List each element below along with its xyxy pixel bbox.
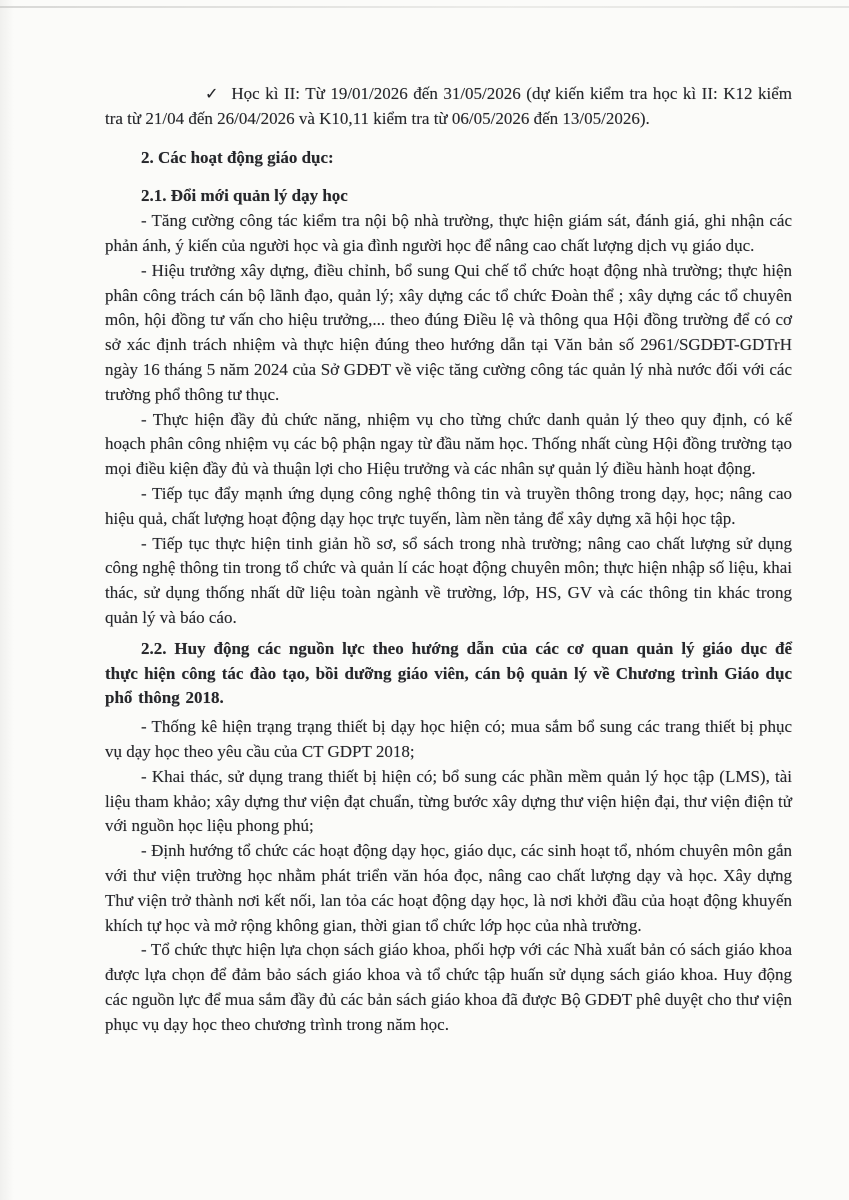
paragraph-2-2-c: - Định hướng tổ chức các hoạt động dạy học, giáo dục, các sinh hoạt tổ, nhóm chuyên môn gắn với thư viện trường học nhằm phát triển văn hóa đọc, nâng cao chất lượng dạy và học. Xây dựng Thư viện trở thành nơi kết nối, lan tỏa các hoạt động dạy học, là nơi khởi đầu của hoạt động khuyến khích tự học và mở rộng không gian, thời gian tổ chức lớp học của nhà trường.	[105, 841, 792, 935]
paragraph-2-2-b: - Khai thác, sử dụng trang thiết bị hiện có; bổ sung các phần mềm quản lý học tập (LMS), tài liệu tham khảo; xây dựng thư viện đạt chuẩn, từng bước xây dựng thư viện hiện đại, thư viện điện tử với nguồn học liệu phong phú;	[105, 766, 792, 836]
paragraph-2-1-b: - Hiệu trưởng xây dựng, điều chỉnh, bổ sung Qui chế tổ chức hoạt động nhà trường; thực hiện phân công trách cán bộ lãnh đạo, quản lý; xây dựng các tổ chức Đoàn thể ; xây dựng các tổ chuyên môn, hội đồng tư vấn cho hiệu trưởng,... theo đúng Điều lệ và thông qua Hội đồng trường để có cơ sở xác định trách nhiệm và thực hiện đúng theo hướng dẫn tại Văn bản số 2961/SGDĐT-GDTrH ngày 16 tháng 5 năm 2024 của Sở GDĐT về việc tăng cường công tác quản lý nhà nước đối với các trường phổ thông tư thục.	[105, 260, 792, 404]
paragraph-2-1-a: - Tăng cường công tác kiểm tra nội bộ nhà trường, thực hiện giám sát, đánh giá, ghi nhận các phản ánh, ý kiến của người học và gia đình người học để nâng cao chất lượng dịch vụ giáo dục.	[105, 211, 792, 255]
paragraph-2-1-d: - Tiếp tục đẩy mạnh ứng dụng công nghệ thông tin và truyền thông trong dạy, học; nâng cao hiệu quả, chất lượng hoạt động dạy học trực tuyến, làm nền tảng để xây dựng xã hội học tập.	[105, 483, 792, 528]
paragraph-2-2-a: - Thống kê hiện trạng trạng thiết bị dạy học hiện có; mua sắm bổ sung các trang thiết bị phục vụ dạy học theo yêu cầu của CT GDPT 2018;	[105, 717, 792, 761]
subsection-2-2-heading: 2.2. Huy động các nguồn lực theo hướng dẫn của các cơ quan quản lý giáo dục để thực hiện công tác đào tạo, bồi dưỡng giáo viên, cán bộ quản lý về Chương trình Giáo dục phổ thông 2018.	[105, 638, 792, 708]
semester-item	[105, 82, 792, 132]
scan-left-shade	[0, 0, 14, 1200]
paragraph-2-2-d: - Tổ chức thực hiện lựa chọn sách giáo khoa, phối hợp với các Nhà xuất bản có sách giáo khoa được lựa chọn để đảm bảo sách giáo khoa và tổ chức tập huấn sử dụng sách giáo khoa. Huy động các nguồn lực để mua sắm đầy đủ các bản sách giáo khoa đã được Bộ GDĐT phê duyệt cho thư viện phục vụ dạy học theo chương trình trong năm học.	[105, 940, 792, 1034]
paragraph-2-1-c: - Thực hiện đầy đủ chức năng, nhiệm vụ cho từng chức danh quản lý theo quy định, có kế hoạch phân công nhiệm vụ các bộ phận ngay từ đầu năm học. Thống nhất cùng Hội đồng trường tạo mọi điều kiện đầy đủ và thuận lợi cho Hiệu trưởng và các nhân sự quản lý điều hành hoạt động.	[105, 409, 792, 479]
scan-top-edge	[0, 6, 849, 8]
section-2-heading: 2. Các hoạt động giáo dục:	[141, 147, 334, 167]
subsection-2-1-heading: 2.1. Đổi mới quản lý dạy học	[141, 186, 348, 206]
semester-item-text: Học kì II: Từ 19/01/2026 đến 31/05/2026 (dự kiến kiểm tra học kì II: K12 kiểm tra từ 21/04 đến 26/04/2026 và K10,11 kiểm tra từ 06/05/2026 đến 13/05/2026).	[105, 84, 792, 128]
paragraph-2-1-e: - Tiếp tục thực hiện tinh giản hồ sơ, sổ sách trong nhà trường; nâng cao chất lượng sử dụng công nghệ thông tin trong tổ chức và quản lí các hoạt động chuyên môn; thực hiện nhập số liệu, khai thác, sử dụng thống nhất dữ liệu toàn ngành về trường, lớp, HS, GV và các thông tin khác trong quản lý và báo cáo.	[105, 533, 792, 627]
checkmark-icon: ✓	[205, 84, 219, 103]
